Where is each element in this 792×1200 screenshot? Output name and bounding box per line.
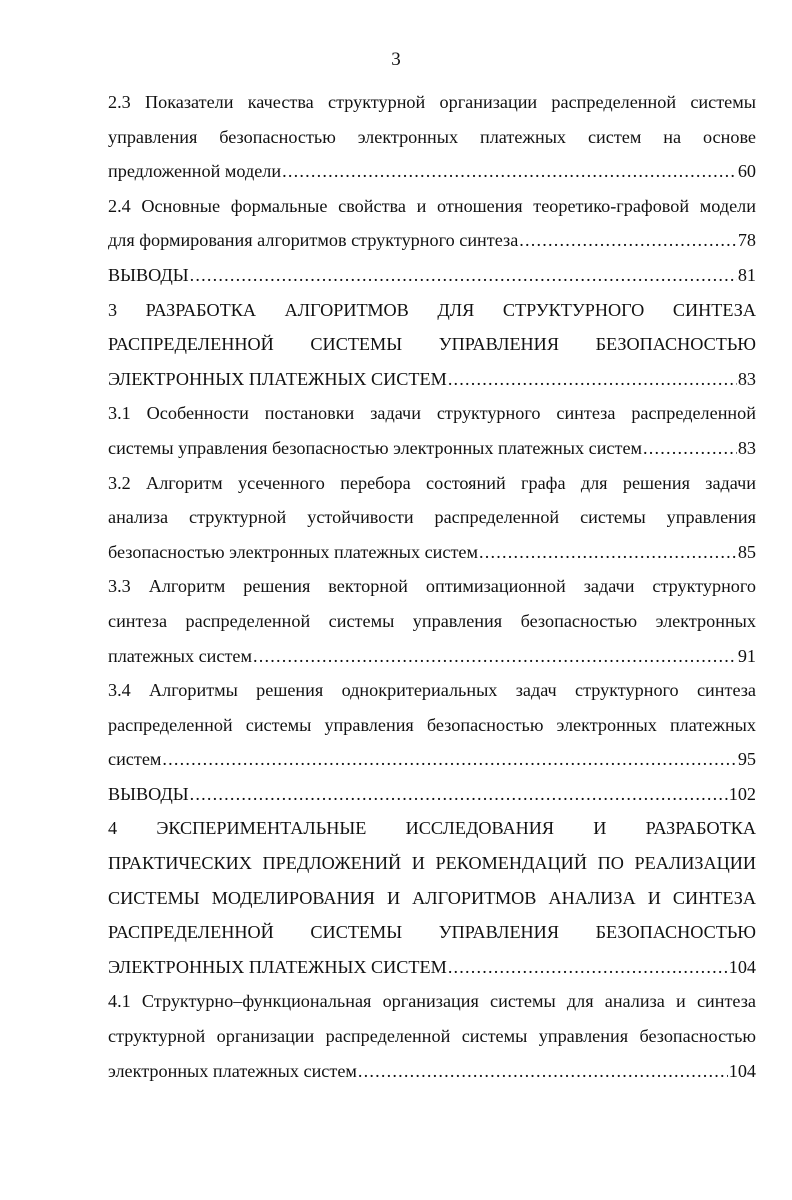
toc-entry-line: 4.1 Структурно–функциональная организация системы для анализа и синтеза xyxy=(108,991,756,1012)
toc-entry-title-end: электронных платежных систем xyxy=(108,1060,357,1081)
toc-entry xyxy=(108,85,756,189)
toc-entry-page-number: 78 xyxy=(737,230,756,251)
toc-entry-line: РАСПРЕДЕЛЕННОЙ СИСТЕМЫ УПРАВЛЕНИЯ БЕЗОПАСНОСТЬЮ xyxy=(108,922,756,943)
toc-entry-last-line xyxy=(108,950,756,985)
dot-leader xyxy=(282,154,737,189)
toc-entry xyxy=(108,293,756,397)
toc-entry-line: анализа структурной устойчивости распределенной системы управления xyxy=(108,507,756,528)
toc-entry xyxy=(108,258,756,293)
toc-entry-line: структурной организации распределенной системы управления безопасностью xyxy=(108,1026,756,1047)
table-of-contents xyxy=(108,85,756,1088)
toc-entry-last-line xyxy=(108,258,756,293)
toc-entry-page-number: 104 xyxy=(728,956,756,977)
dot-leader xyxy=(448,362,737,397)
toc-entry-page-number: 60 xyxy=(737,161,756,182)
dot-leader xyxy=(253,639,737,674)
toc-entry-title-end: ВЫВОДЫ xyxy=(108,264,189,285)
toc-entry-title-end: предложенной модели xyxy=(108,161,282,182)
toc-entry-title-end: ЭЛЕКТРОННЫХ ПЛАТЕЖНЫХ СИСТЕМ xyxy=(108,368,447,389)
toc-entry xyxy=(108,984,756,1088)
toc-entry-line: СИСТЕМЫ МОДЕЛИРОВАНИЯ И АЛГОРИТМОВ АНАЛИЗА И СИНТЕЗА xyxy=(108,887,756,908)
toc-entry-title-end: систем xyxy=(108,749,162,770)
dot-leader xyxy=(190,258,737,293)
toc-entry-last-line xyxy=(108,639,756,674)
toc-entry-line: РАСПРЕДЕЛЕННОЙ СИСТЕМЫ УПРАВЛЕНИЯ БЕЗОПАСНОСТЬЮ xyxy=(108,334,756,355)
toc-entry-line: 3.3 Алгоритм решения векторной оптимизационной задачи структурного xyxy=(108,576,756,597)
toc-entry-last-line xyxy=(108,1054,756,1089)
toc-entry-title-end: ВЫВОДЫ xyxy=(108,783,189,804)
toc-entry-last-line xyxy=(108,362,756,397)
toc-entry-line: распределенной системы управления безопасностью электронных платежных xyxy=(108,714,756,735)
toc-entry-page-number: 81 xyxy=(737,264,756,285)
toc-entry-last-line xyxy=(108,223,756,258)
toc-entry-page-number: 95 xyxy=(737,749,756,770)
toc-entry xyxy=(108,466,756,570)
toc-entry-line: 2.3 Показатели качества структурной организации распределенной системы xyxy=(108,92,756,112)
dot-leader xyxy=(448,950,728,985)
dot-leader xyxy=(162,742,736,777)
toc-entry xyxy=(108,569,756,673)
toc-entry-last-line xyxy=(108,431,756,466)
toc-entry-page-number: 83 xyxy=(737,368,756,389)
dot-leader xyxy=(643,431,737,466)
toc-entry-page-number: 102 xyxy=(728,783,756,804)
toc-entry-line: 2.4 Основные формальные свойства и отношения теоретико-графовой модели xyxy=(108,195,756,216)
toc-entry-title-end: ЭЛЕКТРОННЫХ ПЛАТЕЖНЫХ СИСТЕМ xyxy=(108,956,447,977)
toc-entry-line: ПРАКТИЧЕСКИХ ПРЕДЛОЖЕНИЙ И РЕКОМЕНДАЦИЙ ПО РЕАЛИЗАЦИИ xyxy=(108,853,756,874)
page-number: 3 xyxy=(391,49,401,70)
toc-entry-line: 3 РАЗРАБОТКА АЛГОРИТМОВ ДЛЯ СТРУКТУРНОГО СИНТЕЗА xyxy=(108,299,756,320)
toc-entry-line: 3.1 Особенности постановки задачи структурного синтеза распределенной xyxy=(108,403,756,424)
toc-entry-line: 3.2 Алгоритм усеченного перебора состояний графа для решения задачи xyxy=(108,472,756,493)
toc-entry xyxy=(108,811,756,984)
toc-entry-line: 4 ЭКСПЕРИМЕНТАЛЬНЫЕ ИССЛЕДОВАНИЯ И РАЗРАБОТКА xyxy=(108,818,756,839)
toc-entry-last-line xyxy=(108,535,756,570)
toc-entry-title-end: системы управления безопасностью электронных платежных систем xyxy=(108,437,643,458)
toc-entry-last-line xyxy=(108,742,756,777)
toc-entry xyxy=(108,673,756,777)
toc-entry xyxy=(108,189,756,258)
dot-leader xyxy=(479,535,737,570)
dot-leader xyxy=(519,223,737,258)
toc-entry-title-end: платежных систем xyxy=(108,645,252,666)
toc-entry-line: управления безопасностью электронных платежных систем на основе xyxy=(108,126,756,147)
toc-entry-page-number: 91 xyxy=(737,645,756,666)
toc-entry-line: синтеза распределенной системы управления безопасностью электронных xyxy=(108,610,756,631)
toc-entry-line: 3.4 Алгоритмы решения однокритериальных задач структурного синтеза xyxy=(108,680,756,701)
toc-entry-page-number: 85 xyxy=(737,541,756,562)
dot-leader xyxy=(190,777,728,812)
toc-entry-page-number: 83 xyxy=(737,437,756,458)
toc-entry-title-end: для формирования алгоритмов структурного синтеза xyxy=(108,230,519,251)
toc-entry xyxy=(108,777,756,812)
toc-entry-last-line xyxy=(108,154,756,189)
toc-entry-last-line xyxy=(108,777,756,812)
dot-leader xyxy=(358,1054,728,1089)
toc-entry xyxy=(108,396,756,465)
toc-entry-title-end: безопасностью электронных платежных систем xyxy=(108,541,478,562)
toc-entry-page-number: 104 xyxy=(728,1060,756,1081)
